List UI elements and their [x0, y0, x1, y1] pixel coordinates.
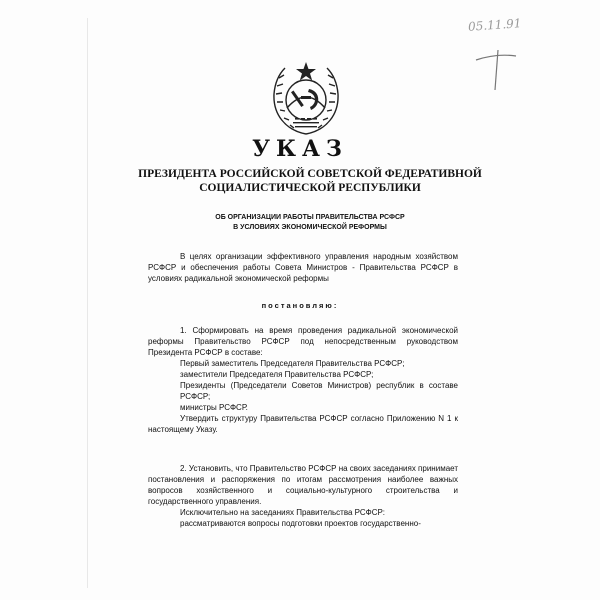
member-item: министры РСФСР. [180, 403, 248, 412]
rsfsr-coat-of-arms-icon [265, 56, 347, 140]
decree-word: постановляю: [261, 301, 339, 310]
section-2-intro: 2. Установить, что Правительство РСФСР на своих заседаниях принимает постановления и распоряжения по итогам рассмотрения наиболее важных вопросов хозяйственного и социально-культурного строительства и государственного управления. [148, 464, 458, 506]
handwritten-mark-icon [470, 44, 520, 94]
member-item: Первый заместитель Председателя Правительства РСФСР; [180, 359, 405, 368]
section-2-exclusive: Исключительно на заседаниях Правительства РСФСР: [180, 508, 385, 517]
section-2 [148, 463, 458, 529]
section-2-line: рассматриваются вопросы подготовки проектов государственно- [180, 519, 421, 528]
issuer-subtitle [120, 167, 500, 195]
decree-heading [150, 213, 470, 233]
heading-line: ОБ ОРГАНИЗАЦИИ РАБОТЫ ПРАВИТЕЛЬСТВА РСФСР [215, 214, 405, 221]
heading-line: В УСЛОВИЯХ ЭКОНОМИЧЕСКОЙ РЕФОРМЫ [233, 224, 387, 231]
subtitle-line: СОЦИАЛИСТИЧЕСКОЙ РЕСПУБЛИКИ [199, 182, 421, 194]
preamble-block [148, 251, 458, 284]
section-1 [148, 325, 458, 435]
member-item: Президенты (Председатели Советов Министров) республик в составе РСФСР; [180, 381, 458, 401]
subtitle-line: ПРЕЗИДЕНТА РОССИЙСКОЙ СОВЕТСКОЙ ФЕДЕРАТИВНОЙ [138, 168, 482, 180]
handwritten-date: 05.11.91 [467, 16, 522, 34]
member-item: заместители Председателя Правительства РСФСР; [180, 370, 374, 379]
page-title: УКАЗ [252, 136, 348, 162]
section-1-intro: 1. Сформировать на время проведения радикальной экономической реформы Правительство РСФСР под непосредственным руководством Президента РСФСР в составе: [148, 326, 458, 357]
preamble-paragraph: В целях организации эффективного управления народным хозяйством РСФСР и обеспечения работы Совета Министров - Правительства РСФСР в условиях радикальной экономической реформы [148, 252, 458, 283]
section-1-approve: Утвердить структуру Правительства РСФСР согласно Приложению N 1 к настоящему Указу. [148, 414, 458, 434]
